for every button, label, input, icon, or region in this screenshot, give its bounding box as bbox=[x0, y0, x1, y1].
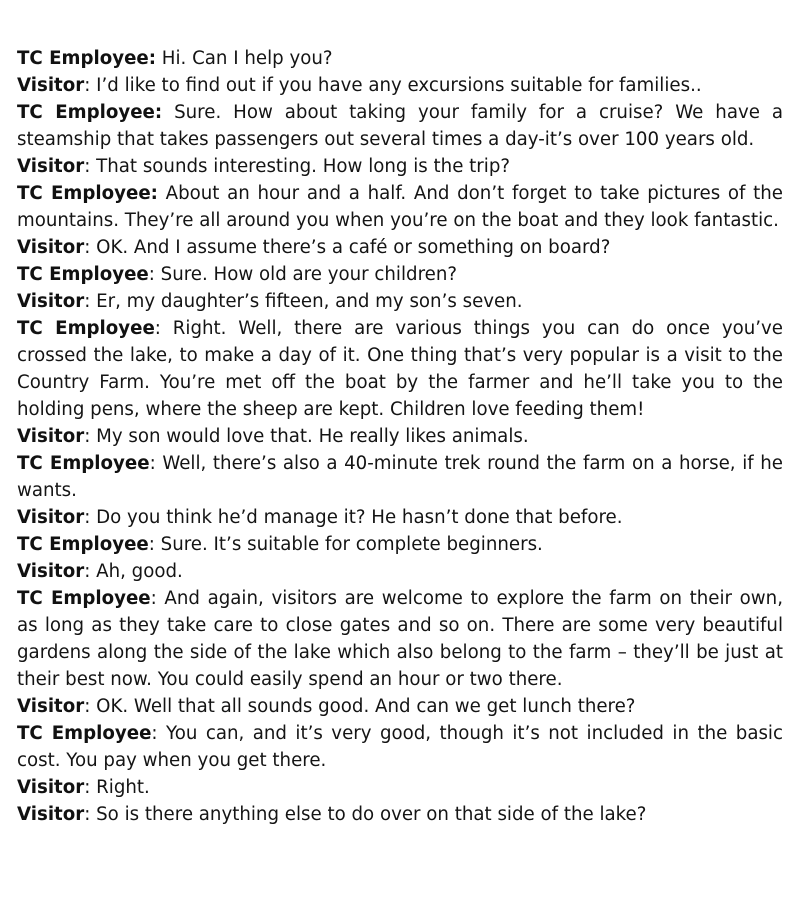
speaker-label: Visitor bbox=[17, 561, 85, 582]
dialogue-text: : Sure. It’s suitable for complete beginners. bbox=[148, 534, 543, 555]
dialogue-line bbox=[17, 558, 783, 585]
dialogue-line bbox=[17, 585, 783, 693]
dialogue-line bbox=[17, 774, 783, 801]
speaker-label: Visitor bbox=[17, 804, 85, 825]
dialogue-line bbox=[17, 261, 783, 288]
dialogue-line bbox=[17, 234, 783, 261]
dialogue-text: : And again, visitors are welcome to explore the farm on their own, as long as they take care to close gates and so on. There are some very beautiful gardens along the side of the lake which also belong to the farm – they’ll be just at their best now. You could easily spend an hour or two there. bbox=[17, 588, 783, 690]
dialogue-line bbox=[17, 315, 783, 423]
dialogue-text: : Sure. How old are your children? bbox=[148, 264, 458, 285]
speaker-label: Visitor bbox=[17, 75, 85, 96]
speaker-label: TC Employee: bbox=[17, 102, 163, 123]
dialogue-text: Sure. How about taking your family for a cruise? We have a steamship that takes passengers out several times a day-it’s over 100 years old. bbox=[17, 102, 783, 150]
speaker-label: TC Employee bbox=[17, 534, 149, 555]
speaker-label: Visitor bbox=[17, 777, 85, 798]
dialogue-line bbox=[17, 153, 783, 180]
dialogue-line bbox=[17, 450, 783, 504]
dialogue-line bbox=[17, 693, 783, 720]
dialogue-text: Hi. Can I help you? bbox=[156, 48, 333, 69]
dialogue-text: : Ah, good. bbox=[84, 561, 183, 582]
dialogue-line bbox=[17, 801, 783, 828]
speaker-label: Visitor bbox=[17, 291, 85, 312]
dialogue-text: : That sounds interesting. How long is the trip? bbox=[84, 156, 511, 177]
speaker-label: Visitor bbox=[17, 426, 85, 447]
dialogue-line bbox=[17, 99, 783, 153]
speaker-label: Visitor bbox=[17, 507, 85, 528]
dialogue-text: : OK. And I assume there’s a café or something on board? bbox=[84, 237, 611, 258]
dialogue-text: : So is there anything else to do over on that side of the lake? bbox=[84, 804, 647, 825]
dialogue-text: : OK. Well that all sounds good. And can we get lunch there? bbox=[84, 696, 636, 717]
dialogue-transcript bbox=[17, 45, 783, 828]
speaker-label: Visitor bbox=[17, 696, 85, 717]
dialogue-text: : Er, my daughter’s fifteen, and my son’s seven. bbox=[84, 291, 523, 312]
dialogue-line bbox=[17, 531, 783, 558]
dialogue-line bbox=[17, 180, 783, 234]
dialogue-line bbox=[17, 72, 783, 99]
dialogue-text: About an hour and a half. And don’t forget to take pictures of the mountains. They’re all around you when you’re on the boat and they look fantastic. bbox=[17, 183, 783, 231]
speaker-label: TC Employee: bbox=[17, 183, 158, 204]
dialogue-line bbox=[17, 423, 783, 450]
speaker-label: Visitor bbox=[17, 156, 85, 177]
dialogue-text: : Do you think he’d manage it? He hasn’t done that before. bbox=[84, 507, 623, 528]
speaker-label: TC Employee bbox=[17, 318, 155, 339]
dialogue-line bbox=[17, 45, 783, 72]
dialogue-text: : Well, there’s also a 40-minute trek round the farm on a horse, if he wants. bbox=[17, 453, 783, 501]
dialogue-line bbox=[17, 504, 783, 531]
dialogue-line bbox=[17, 720, 783, 774]
speaker-label: TC Employee bbox=[17, 723, 152, 744]
dialogue-text: : Right. Well, there are various things you can do once you’ve crossed the lake, to make a day of it. One thing that’s very popular is a visit to the Country Farm. You’re met off the boat by the farmer and he’ll take you to the holding pens, where the sheep are kept. Children love feeding them! bbox=[17, 318, 783, 420]
speaker-label: TC Employee bbox=[17, 588, 151, 609]
speaker-label: TC Employee bbox=[17, 453, 150, 474]
dialogue-text: : My son would love that. He really likes animals. bbox=[84, 426, 529, 447]
speaker-label: Visitor bbox=[17, 237, 85, 258]
dialogue-line bbox=[17, 288, 783, 315]
dialogue-text: : You can, and it’s very good, though it’s not included in the basic cost. You pay when you get there. bbox=[17, 723, 783, 771]
speaker-label: TC Employee bbox=[17, 264, 149, 285]
dialogue-text: : I’d like to find out if you have any excursions suitable for families.. bbox=[84, 75, 702, 96]
speaker-label: TC Employee: bbox=[17, 48, 157, 69]
dialogue-text: : Right. bbox=[84, 777, 150, 798]
